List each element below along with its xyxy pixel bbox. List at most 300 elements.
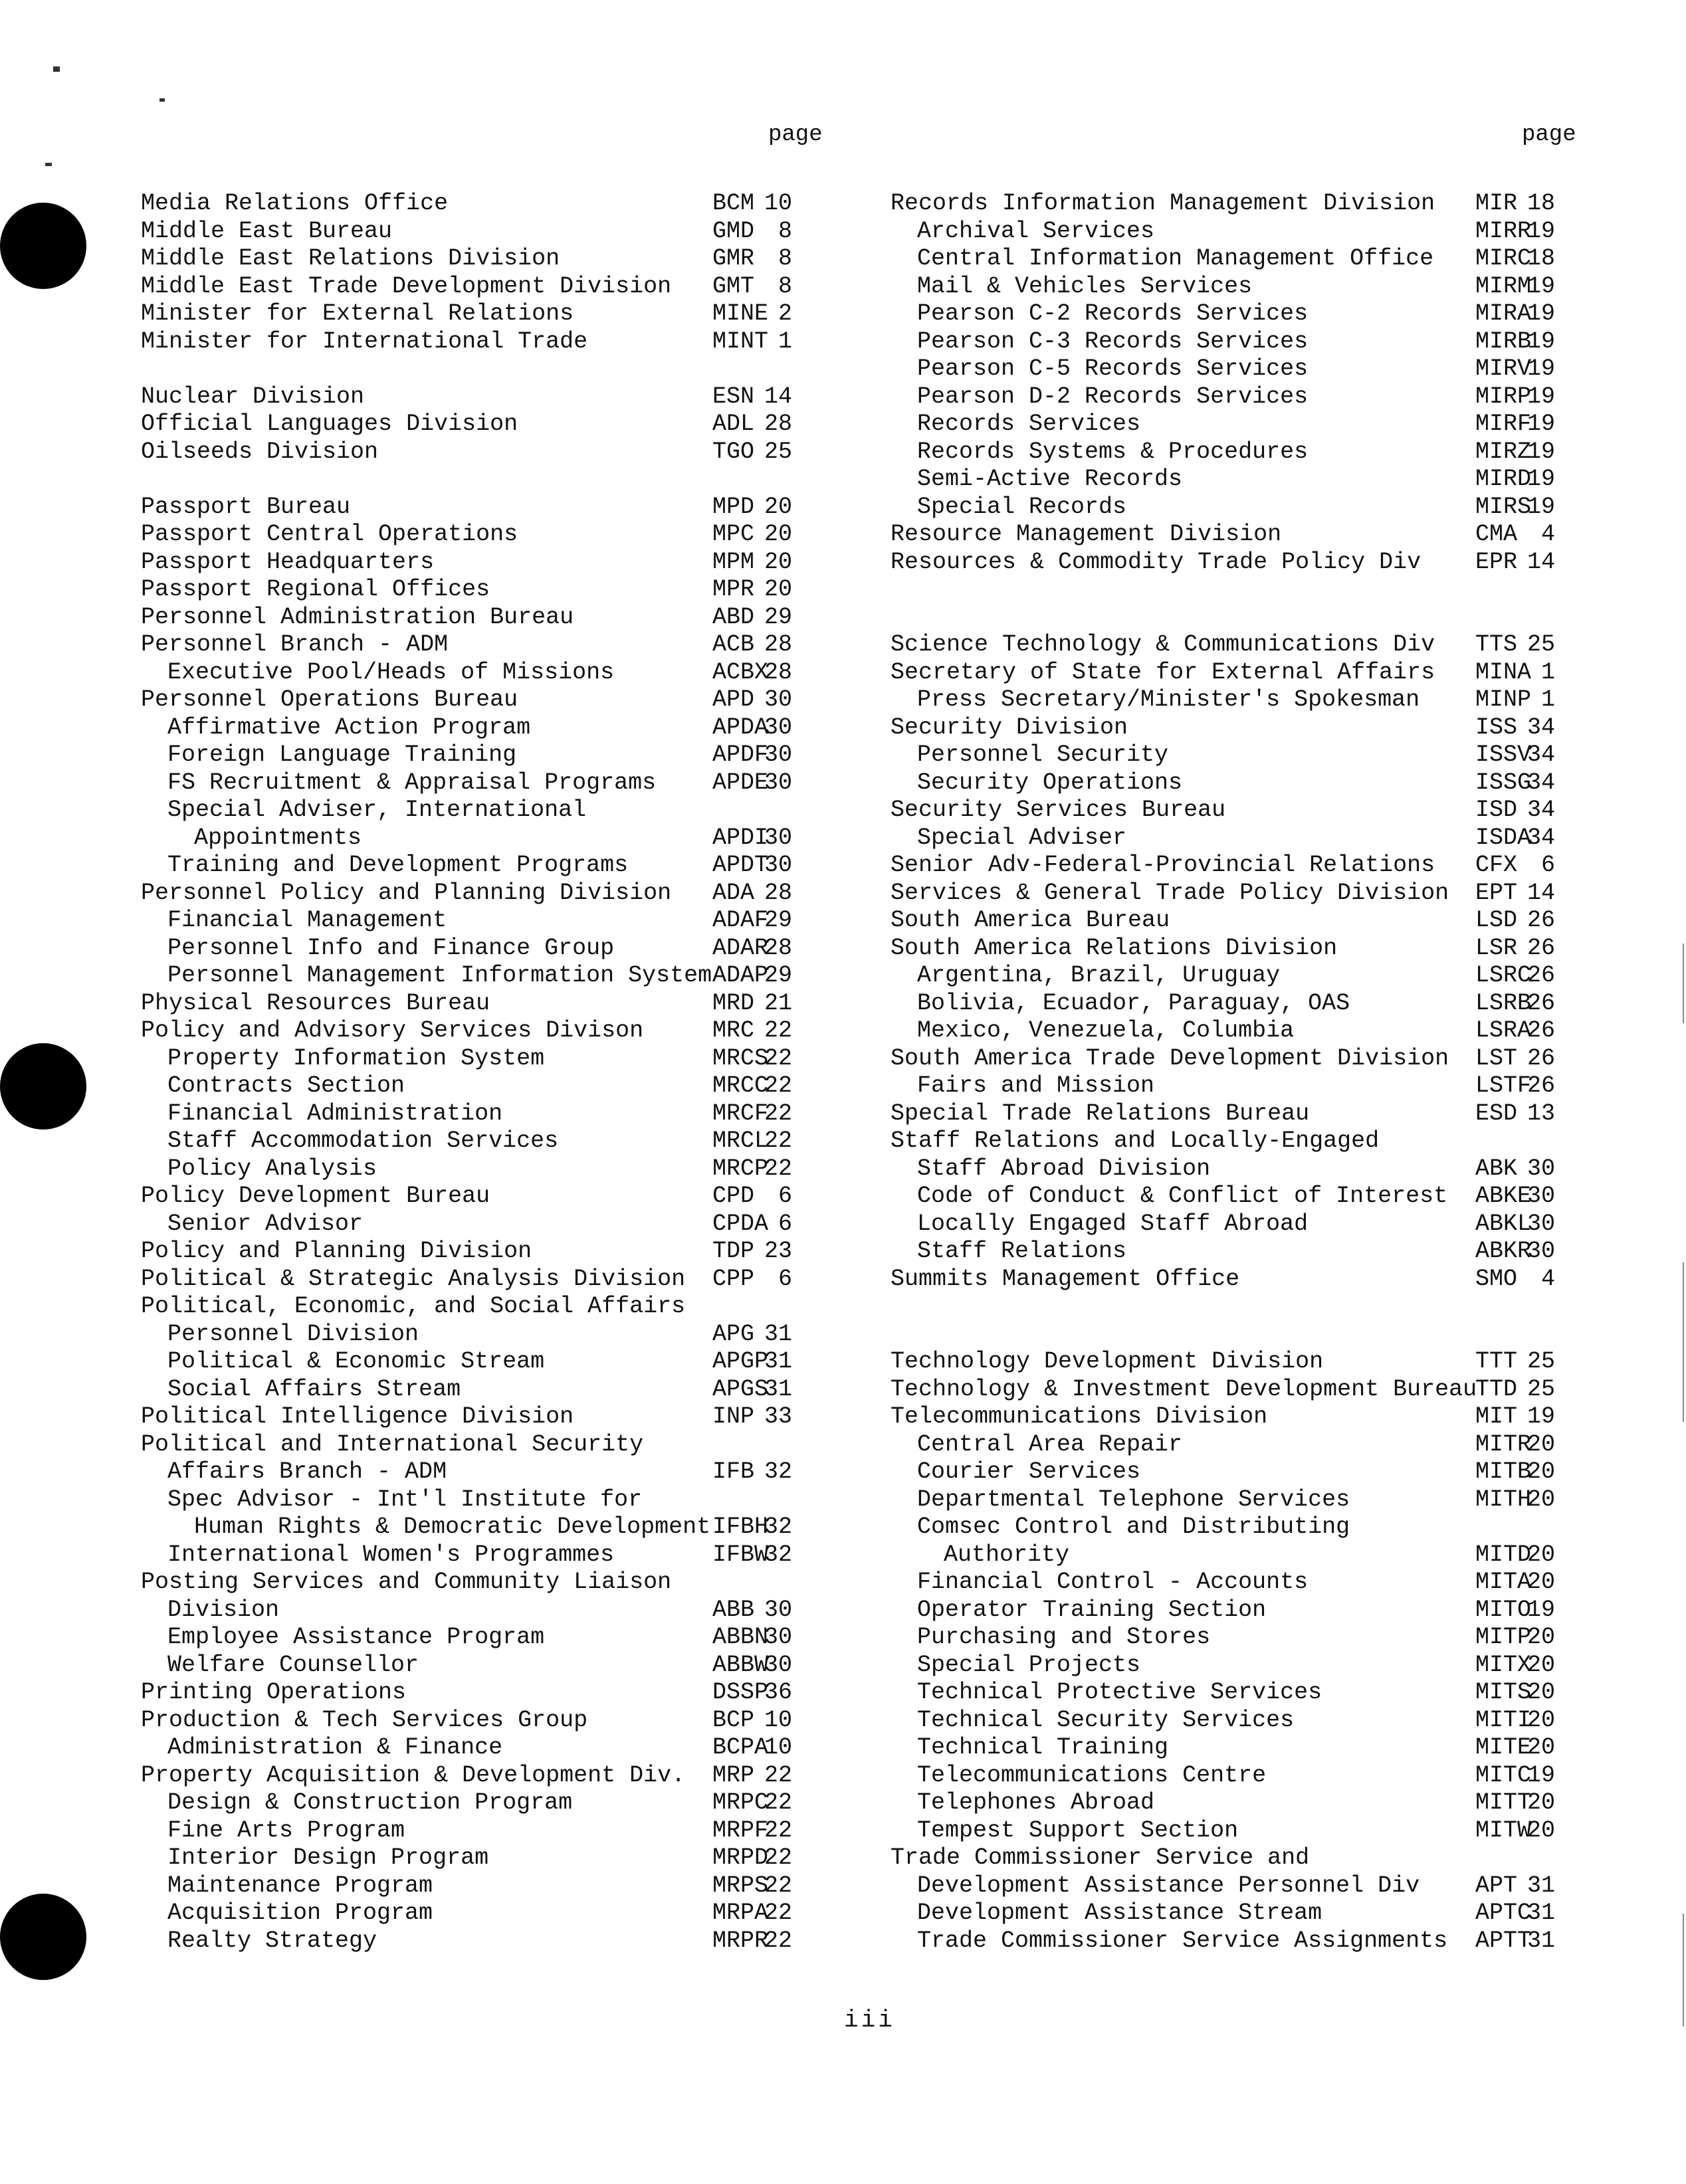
index-entry bbox=[141, 383, 825, 411]
entry-code: MIRF bbox=[1475, 411, 1532, 437]
entry-code: IFB bbox=[712, 1458, 755, 1485]
index-entry bbox=[141, 825, 825, 852]
index-entry bbox=[891, 1734, 1582, 1762]
entry-name: Staff Relations and Locally-Engaged bbox=[891, 1128, 1380, 1154]
entry-page: 4 bbox=[1540, 1265, 1555, 1292]
entry-code: GMT bbox=[712, 272, 755, 300]
entry-name: Policy and Planning Division bbox=[141, 1238, 532, 1264]
entry-name: Services & General Trade Policy Division bbox=[891, 879, 1449, 906]
index-entry bbox=[891, 659, 1582, 687]
entry-page: 20 bbox=[1527, 1679, 1555, 1706]
entry-page: 26 bbox=[1527, 1044, 1555, 1072]
index-entry bbox=[891, 935, 1582, 963]
entry-page: 25 bbox=[1527, 1348, 1555, 1375]
entry-name: Policy and Advisory Services Divison bbox=[141, 1017, 644, 1044]
index-entry bbox=[141, 1624, 825, 1652]
entry-code: ABKR bbox=[1475, 1238, 1532, 1264]
entry-name: Personnel Management Information System bbox=[167, 962, 712, 989]
entry-page: 20 bbox=[1527, 1706, 1555, 1734]
entry-page: 20 bbox=[1527, 1817, 1555, 1844]
entry-name: Fairs and Mission bbox=[917, 1072, 1155, 1099]
entry-name: Technical Training bbox=[917, 1734, 1169, 1761]
entry-page: 32 bbox=[764, 1458, 792, 1485]
entry-name: Political & Strategic Analysis Division bbox=[141, 1265, 686, 1292]
index-entry bbox=[891, 1789, 1582, 1817]
entry-name: Telecommunications Division bbox=[891, 1403, 1268, 1430]
entry-page: 30 bbox=[764, 1651, 792, 1678]
entry-name: Minister for External Relations bbox=[141, 300, 574, 327]
entry-name: South America Trade Development Division bbox=[891, 1044, 1449, 1072]
index-entry bbox=[141, 1458, 825, 1486]
entry-page: 31 bbox=[1527, 1927, 1555, 1954]
entry-name: Affirmative Action Program bbox=[167, 714, 531, 741]
entry-code: APDT bbox=[712, 852, 769, 878]
entry-page: 22 bbox=[764, 1128, 792, 1154]
index-entry bbox=[141, 1100, 825, 1128]
entry-name: Records Services bbox=[917, 411, 1141, 437]
entry-name: South America Bureau bbox=[891, 907, 1170, 934]
entry-code: IFBW bbox=[712, 1541, 769, 1568]
index-entry bbox=[891, 1569, 1582, 1597]
entry-name: Central Information Management Office bbox=[917, 245, 1434, 272]
entry-name: Passport Regional Offices bbox=[141, 576, 490, 603]
entry-name: Telecommunications Centre bbox=[917, 1761, 1267, 1789]
entry-code: ISSV bbox=[1475, 742, 1532, 768]
entry-page: 20 bbox=[1527, 1624, 1555, 1650]
entry-page: 19 bbox=[1527, 1403, 1555, 1430]
entry-code: MRCS bbox=[712, 1044, 769, 1072]
entry-code: ABKL bbox=[1475, 1210, 1532, 1237]
entry-page: 20 bbox=[1527, 1541, 1555, 1568]
entry-name: Technical Protective Services bbox=[917, 1679, 1322, 1706]
index-entry bbox=[891, 1266, 1582, 1294]
entry-page: 18 bbox=[1527, 245, 1555, 272]
entry-page: 30 bbox=[764, 824, 792, 851]
entry-name: Passport Bureau bbox=[141, 493, 351, 520]
entry-code: MITS bbox=[1475, 1679, 1532, 1706]
entry-name: Departmental Telephone Services bbox=[917, 1486, 1350, 1513]
entry-name: Spec Advisor - Int'l Institute for bbox=[167, 1486, 643, 1513]
index-entry bbox=[141, 769, 825, 797]
entry-page: 25 bbox=[764, 438, 792, 465]
entry-code: ISSG bbox=[1475, 769, 1532, 796]
entry-name: Political Intelligence Division bbox=[141, 1403, 574, 1430]
entry-name: Special Adviser bbox=[917, 824, 1127, 851]
index-entry bbox=[141, 659, 825, 687]
entry-page: 1 bbox=[1540, 686, 1555, 713]
entry-page: 20 bbox=[764, 548, 792, 575]
entry-name: Financial Management bbox=[167, 907, 447, 934]
index-entry bbox=[141, 1266, 825, 1294]
entry-code: MITP bbox=[1475, 1624, 1532, 1650]
entry-page: 30 bbox=[1527, 1210, 1555, 1237]
entry-page: 25 bbox=[1527, 1375, 1555, 1403]
index-entry bbox=[141, 1293, 825, 1321]
entry-code: MITH bbox=[1475, 1486, 1532, 1513]
entry-code: TTD bbox=[1475, 1375, 1518, 1403]
index-entry bbox=[141, 604, 825, 632]
index-entry bbox=[891, 1844, 1582, 1872]
index-entry bbox=[891, 355, 1582, 383]
entry-code: MRCL bbox=[712, 1128, 769, 1154]
entry-page: 6 bbox=[778, 1183, 792, 1209]
index-entry bbox=[141, 1403, 825, 1431]
entry-name: Personnel Operations Bureau bbox=[141, 686, 518, 713]
index-entry bbox=[891, 852, 1582, 880]
index-entry bbox=[891, 1403, 1582, 1431]
entry-code: MRCC bbox=[712, 1072, 769, 1099]
entry-name: Development Assistance Stream bbox=[917, 1900, 1322, 1926]
index-entry bbox=[891, 1431, 1582, 1459]
entry-code: ISS bbox=[1475, 714, 1518, 741]
index-entry bbox=[141, 1155, 825, 1183]
entry-name: Oilseeds Division bbox=[141, 438, 379, 465]
index-entry bbox=[141, 1376, 825, 1404]
index-entry bbox=[141, 1597, 825, 1625]
entry-name: Interior Design Program bbox=[167, 1844, 489, 1871]
entry-name: Special Trade Relations Bureau bbox=[891, 1100, 1310, 1127]
punch-hole-middle bbox=[0, 1043, 86, 1130]
entry-code: DSSP bbox=[712, 1679, 769, 1706]
entry-page: 20 bbox=[1527, 1569, 1555, 1595]
entry-page: 19 bbox=[1527, 383, 1555, 410]
punch-hole-top bbox=[0, 203, 86, 289]
entry-code: LSR bbox=[1475, 934, 1518, 961]
entry-code: ADAP bbox=[712, 962, 769, 989]
entry-name: Technical Security Services bbox=[917, 1706, 1295, 1734]
entry-code: MPM bbox=[712, 548, 755, 575]
entry-name: Secretary of State for External Affairs bbox=[891, 658, 1435, 686]
entry-page: 22 bbox=[764, 1927, 792, 1954]
entry-name: Security Services Bureau bbox=[891, 797, 1226, 823]
entry-code: MRPC bbox=[712, 1789, 769, 1816]
entry-name: Property Information System bbox=[167, 1044, 545, 1072]
entry-page: 30 bbox=[1527, 1238, 1555, 1264]
entry-code: MITI bbox=[1475, 1706, 1532, 1734]
index-entry bbox=[141, 1707, 825, 1735]
entry-code: APDI bbox=[712, 824, 769, 851]
index-entry bbox=[141, 1844, 825, 1872]
index-entry bbox=[891, 1762, 1582, 1790]
entry-name: Political, Economic, and Social Affairs bbox=[141, 1293, 686, 1320]
index-entry bbox=[141, 990, 825, 1018]
index-entry bbox=[141, 1789, 825, 1817]
index-entry bbox=[891, 907, 1582, 935]
entry-code: ABBN bbox=[712, 1624, 769, 1650]
entry-page: 19 bbox=[1527, 272, 1555, 300]
entry-name: Personnel Info and Finance Group bbox=[167, 934, 615, 961]
index-entry bbox=[141, 1128, 825, 1155]
entry-page: 28 bbox=[764, 631, 792, 658]
entry-name: Middle East Trade Development Division bbox=[141, 272, 672, 300]
entry-name: Staff Abroad Division bbox=[917, 1155, 1211, 1182]
entry-code: MITD bbox=[1475, 1541, 1532, 1568]
entry-page: 34 bbox=[1527, 824, 1555, 851]
entry-name: Appointments bbox=[194, 824, 362, 851]
entry-name: Division bbox=[167, 1596, 280, 1623]
index-entry bbox=[891, 1348, 1582, 1376]
entry-page: 2 bbox=[778, 300, 792, 327]
index-entry bbox=[891, 742, 1582, 769]
entry-code: GMR bbox=[712, 245, 755, 272]
entry-page: 20 bbox=[764, 493, 792, 520]
index-entry bbox=[891, 549, 1582, 577]
right-page-header: page bbox=[1522, 122, 1576, 148]
index-entry bbox=[891, 1183, 1582, 1211]
entry-name: Executive Pool/Heads of Missions bbox=[167, 658, 615, 686]
index-entry bbox=[891, 190, 1582, 218]
entry-code: ABD bbox=[712, 603, 755, 631]
entry-page: 34 bbox=[1527, 769, 1555, 796]
entry-page: 30 bbox=[1527, 1183, 1555, 1209]
entry-code: GMD bbox=[712, 217, 755, 245]
entry-code: MIT bbox=[1475, 1403, 1518, 1430]
entry-page: 31 bbox=[764, 1320, 792, 1347]
entry-name: FS Recruitment & Appraisal Programs bbox=[167, 769, 657, 796]
index-entry bbox=[891, 631, 1582, 659]
entry-name: Personnel Administration Bureau bbox=[141, 603, 574, 631]
entry-name: Purchasing and Stores bbox=[917, 1624, 1211, 1650]
entry-name: Political & Economic Stream bbox=[167, 1348, 545, 1375]
index-entry bbox=[891, 218, 1582, 246]
entry-page: 23 bbox=[764, 1238, 792, 1264]
page-folio: iii bbox=[844, 2007, 895, 2034]
entry-code: LSTF bbox=[1475, 1072, 1532, 1099]
index-entry bbox=[891, 245, 1582, 273]
entry-code: MPD bbox=[712, 493, 755, 520]
entry-code: MRC bbox=[712, 1017, 755, 1044]
entry-code: MRPD bbox=[712, 1844, 769, 1871]
index-entry bbox=[891, 1597, 1582, 1625]
entry-name: Senior Adv-Federal-Provincial Relations bbox=[891, 852, 1435, 878]
index-entry bbox=[141, 1183, 825, 1211]
entry-name: Personnel Division bbox=[167, 1320, 419, 1347]
index-entry bbox=[141, 714, 825, 742]
entry-name: Argentina, Brazil, Uruguay bbox=[917, 962, 1281, 989]
entry-code: MIRP bbox=[1475, 383, 1532, 410]
entry-page: 19 bbox=[1527, 1596, 1555, 1623]
entry-code: ABKE bbox=[1475, 1183, 1532, 1209]
entry-name: Personnel Policy and Planning Division bbox=[141, 879, 672, 906]
entry-name: Operator Training Section bbox=[917, 1596, 1267, 1623]
index-entry bbox=[141, 273, 825, 301]
index-entry bbox=[891, 604, 1582, 632]
entry-code: INP bbox=[712, 1403, 755, 1430]
entry-name: Human Rights & Democratic Development bbox=[194, 1514, 711, 1540]
index-entry bbox=[141, 1017, 825, 1045]
index-entry bbox=[891, 273, 1582, 301]
entry-page: 31 bbox=[764, 1375, 792, 1403]
entry-page: 22 bbox=[764, 1900, 792, 1926]
index-entry bbox=[891, 1900, 1582, 1928]
index-entry bbox=[891, 1817, 1582, 1845]
entry-page: 19 bbox=[1527, 355, 1555, 382]
entry-name: Mail & Vehicles Services bbox=[917, 272, 1253, 300]
entry-code: MITW bbox=[1475, 1817, 1532, 1844]
entry-name: Archival Services bbox=[917, 217, 1155, 245]
entry-name: Locally Engaged Staff Abroad bbox=[917, 1210, 1309, 1237]
entry-code: MRCF bbox=[712, 1100, 769, 1127]
entry-page: 30 bbox=[764, 686, 792, 713]
entry-name: Security Operations bbox=[917, 769, 1183, 796]
index-entry bbox=[891, 1679, 1582, 1707]
entry-page: 8 bbox=[778, 272, 792, 300]
entry-page: 22 bbox=[764, 1072, 792, 1099]
entry-page: 22 bbox=[764, 1100, 792, 1127]
index-entry bbox=[891, 1707, 1582, 1735]
entry-code: APG bbox=[712, 1320, 755, 1347]
entry-name: Courier Services bbox=[917, 1458, 1141, 1485]
entry-code: MRD bbox=[712, 989, 755, 1017]
entry-page: 30 bbox=[764, 769, 792, 796]
entry-name: Telephones Abroad bbox=[917, 1789, 1155, 1816]
index-entry bbox=[891, 466, 1582, 494]
index-entry bbox=[891, 1872, 1582, 1900]
entry-code: MIRR bbox=[1475, 217, 1532, 245]
entry-page: 1 bbox=[778, 328, 792, 355]
entry-name: Pearson C-2 Records Services bbox=[917, 300, 1309, 327]
index-entry bbox=[891, 1045, 1582, 1073]
entry-page: 30 bbox=[764, 1624, 792, 1650]
entry-page: 10 bbox=[764, 1706, 792, 1734]
left-page-header: page bbox=[768, 122, 823, 148]
index-entry bbox=[891, 1321, 1582, 1349]
entry-name: Contracts Section bbox=[167, 1072, 405, 1099]
entry-page: 20 bbox=[1527, 1486, 1555, 1513]
entry-code: MITC bbox=[1475, 1761, 1532, 1789]
index-entry bbox=[891, 1155, 1582, 1183]
index-entry bbox=[141, 742, 825, 769]
index-entry bbox=[891, 521, 1582, 549]
entry-code: MPR bbox=[712, 576, 755, 603]
entry-code: ACBX bbox=[712, 658, 769, 686]
entry-page: 22 bbox=[764, 1817, 792, 1844]
index-entry bbox=[891, 576, 1582, 604]
entry-name: Financial Control - Accounts bbox=[917, 1569, 1309, 1595]
right-entries bbox=[891, 190, 1582, 1955]
index-entry bbox=[141, 935, 825, 963]
entry-code: MITR bbox=[1475, 1431, 1532, 1458]
entry-name: Press Secretary/Minister's Spokesman bbox=[917, 686, 1420, 713]
index-entry bbox=[141, 880, 825, 908]
entry-name: Political and International Security bbox=[141, 1431, 644, 1458]
index-entry bbox=[141, 576, 825, 604]
entry-name: Staff Relations bbox=[917, 1238, 1127, 1264]
entry-code: MRCP bbox=[712, 1155, 769, 1182]
entry-page: 29 bbox=[764, 603, 792, 631]
entry-page: 21 bbox=[764, 989, 792, 1017]
entry-page: 22 bbox=[764, 1761, 792, 1789]
entry-code: CPD bbox=[712, 1183, 755, 1209]
entry-page: 20 bbox=[1527, 1458, 1555, 1485]
index-entry bbox=[891, 1376, 1582, 1404]
entry-code: ESN bbox=[712, 383, 755, 410]
entry-page: 22 bbox=[764, 1155, 792, 1182]
entry-page: 29 bbox=[764, 907, 792, 934]
entry-name: Affairs Branch - ADM bbox=[167, 1458, 447, 1485]
index-entry bbox=[141, 1045, 825, 1073]
entry-page: 26 bbox=[1527, 962, 1555, 989]
index-entry bbox=[141, 439, 825, 466]
entry-page: 10 bbox=[764, 190, 792, 217]
entry-page: 34 bbox=[1527, 714, 1555, 741]
entry-code: APTC bbox=[1475, 1900, 1532, 1926]
entry-code: TDP bbox=[712, 1238, 755, 1264]
entry-page: 6 bbox=[778, 1210, 792, 1237]
entry-name: Financial Administration bbox=[167, 1100, 503, 1127]
entry-name: Policy Analysis bbox=[167, 1155, 377, 1182]
entry-name: Records Systems & Procedures bbox=[917, 438, 1309, 465]
entry-page: 19 bbox=[1527, 466, 1555, 492]
entry-page: 14 bbox=[1527, 879, 1555, 906]
entry-name: Mexico, Venezuela, Columbia bbox=[917, 1017, 1295, 1044]
punch-hole-bottom bbox=[0, 1894, 86, 1980]
entry-name: Welfare Counsellor bbox=[167, 1651, 419, 1678]
entry-code: MITA bbox=[1475, 1569, 1532, 1595]
entry-page: 22 bbox=[764, 1844, 792, 1871]
entry-code: ABB bbox=[712, 1596, 755, 1623]
entry-page: 25 bbox=[1527, 631, 1555, 658]
entry-code: APGS bbox=[712, 1375, 769, 1403]
entry-name: Pearson D-2 Records Services bbox=[917, 383, 1309, 410]
entry-name: Personnel Branch - ADM bbox=[141, 631, 449, 658]
entry-name: Trade Commissioner Service Assignments bbox=[917, 1927, 1448, 1954]
index-entry bbox=[141, 1238, 825, 1266]
entry-name: Records Information Management Division bbox=[891, 190, 1435, 217]
entry-page: 20 bbox=[1527, 1789, 1555, 1816]
entry-code: MIRA bbox=[1475, 300, 1532, 327]
entry-page: 30 bbox=[764, 1596, 792, 1623]
entry-name: Policy Development Bureau bbox=[141, 1183, 490, 1209]
entry-name: Staff Accommodation Services bbox=[167, 1128, 559, 1154]
entry-page: 14 bbox=[1527, 548, 1555, 575]
entry-code: CPP bbox=[712, 1265, 755, 1292]
index-entry bbox=[141, 1211, 825, 1239]
entry-name: Technology & Investment Development Bureau bbox=[891, 1375, 1477, 1403]
entry-page: 20 bbox=[1527, 1431, 1555, 1458]
entry-code: MRPF bbox=[712, 1817, 769, 1844]
index-entry bbox=[891, 1238, 1582, 1266]
entry-code: MITE bbox=[1475, 1734, 1532, 1761]
entry-code: MRPA bbox=[712, 1900, 769, 1926]
entry-page: 13 bbox=[1527, 1100, 1555, 1127]
index-entry bbox=[891, 769, 1582, 797]
entry-page: 29 bbox=[764, 962, 792, 989]
entry-name: Fine Arts Program bbox=[167, 1817, 405, 1844]
index-entry bbox=[891, 1017, 1582, 1045]
entry-page: 19 bbox=[1527, 1761, 1555, 1789]
entry-code: LSRA bbox=[1475, 1017, 1532, 1044]
scan-speck bbox=[53, 66, 60, 72]
index-entry bbox=[891, 1072, 1582, 1100]
entry-name: Technology Development Division bbox=[891, 1348, 1324, 1375]
index-entry bbox=[141, 1514, 825, 1541]
entry-name: Security Division bbox=[891, 714, 1128, 741]
index-entry bbox=[141, 300, 825, 328]
entry-name: Official Languages Division bbox=[141, 411, 518, 437]
index-entry bbox=[141, 1928, 825, 1955]
entry-name: Training and Development Programs bbox=[167, 852, 629, 878]
entry-name: Administration & Finance bbox=[167, 1734, 503, 1761]
index-entry bbox=[141, 1486, 825, 1514]
entry-page: 28 bbox=[764, 411, 792, 437]
entry-name: Authority bbox=[944, 1541, 1070, 1568]
index-entry bbox=[141, 797, 825, 825]
entry-name: Science Technology & Communications Div bbox=[891, 631, 1435, 658]
entry-name: Summits Management Office bbox=[891, 1265, 1240, 1292]
scan-edge-line bbox=[1683, 1914, 1684, 2027]
entry-code: ISDA bbox=[1475, 824, 1532, 851]
